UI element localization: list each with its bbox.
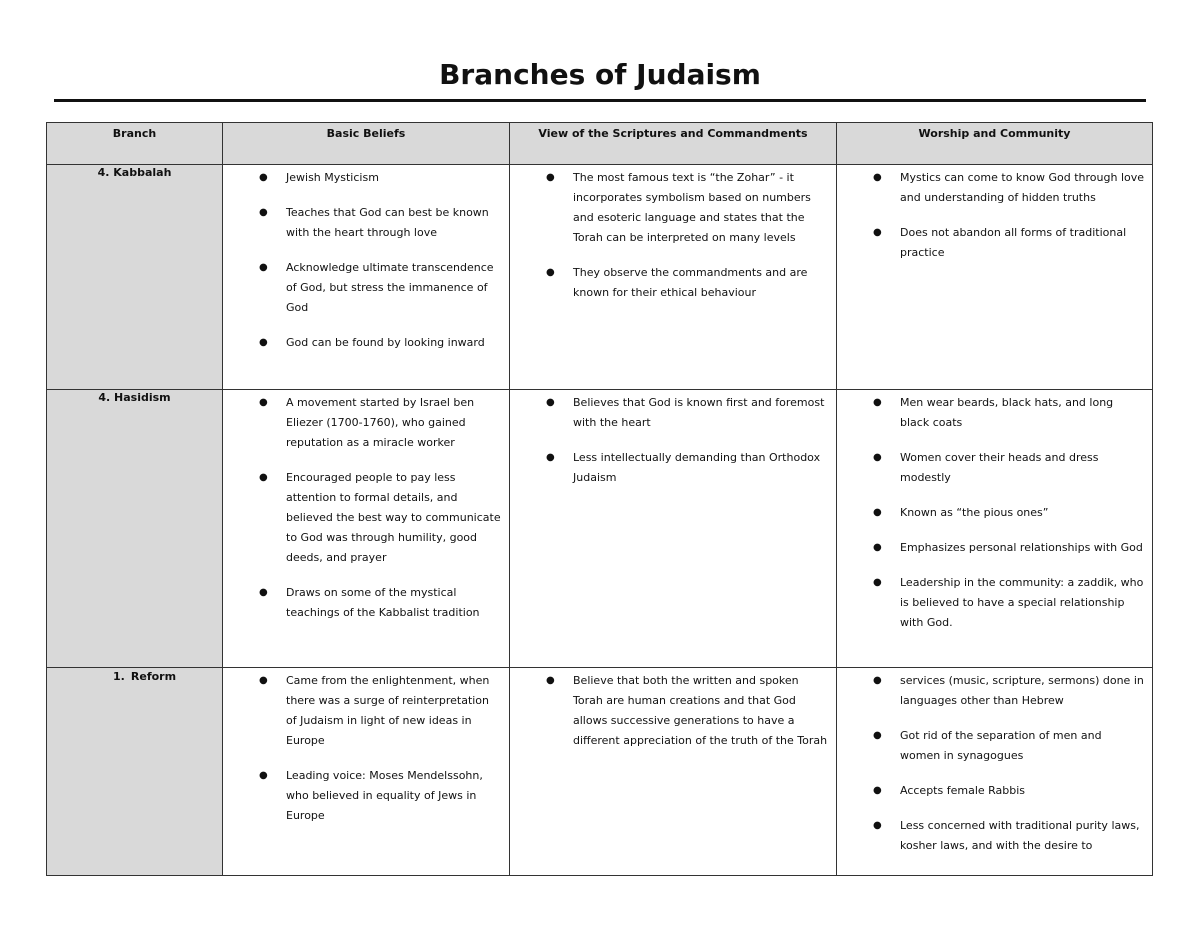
bullet-icon: ●: [546, 172, 555, 183]
scriptures-list: [511, 669, 835, 751]
list-item-text: Leading voice: Moses Mendelssohn, who believed in equality of Jews in Europe: [286, 769, 483, 822]
list-item-text: Got rid of the separation of men and women in synagogues: [900, 729, 1102, 762]
branch-cell: 4. Hasidism: [47, 390, 223, 668]
list-item-text: Draws on some of the mystical teachings of the Kabbalist tradition: [286, 586, 480, 619]
header-scriptures: View of the Scriptures and Commandments: [510, 123, 837, 165]
list-item-text: The most famous text is “the Zohar” - it incorporates symbolism based on numbers and esoteric language and states that the Torah can be interpreted on many levels: [573, 171, 811, 244]
bullet-icon: ●: [546, 267, 555, 278]
worship-list: [838, 391, 1151, 633]
list-item: [511, 393, 829, 433]
list-item-text: services (music, scripture, sermons) done in languages other than Hebrew: [900, 674, 1144, 707]
branch-number: 1.: [112, 670, 125, 683]
list-item: [224, 168, 502, 188]
beliefs-list: [224, 391, 508, 623]
list-item-text: Less intellectually demanding than Orthodox Judaism: [573, 451, 821, 484]
bullet-icon: ●: [873, 730, 882, 741]
bullet-icon: ●: [873, 820, 882, 831]
list-item-text: Jewish Mysticism: [286, 171, 379, 184]
beliefs-cell: [223, 390, 510, 668]
bullet-icon: ●: [873, 507, 882, 518]
list-item: [838, 573, 1145, 633]
scriptures-list: [511, 391, 835, 488]
list-item-text: Men wear beards, black hats, and long black coats: [900, 396, 1114, 429]
list-item: [838, 538, 1145, 558]
header-row: [47, 123, 1153, 165]
list-item-text: Mystics can come to know God through love and understanding of hidden truths: [900, 171, 1145, 204]
bullet-icon: ●: [546, 397, 555, 408]
list-item: [838, 726, 1145, 766]
title-underline: [54, 99, 1146, 102]
list-item: [511, 263, 829, 303]
list-item-text: Accepts female Rabbis: [900, 784, 1026, 797]
bullet-icon: ●: [259, 172, 268, 183]
bullet-icon: ●: [873, 542, 882, 553]
bullet-icon: ●: [259, 207, 268, 218]
list-item-text: Does not abandon all forms of traditional practice: [900, 226, 1127, 259]
bullet-icon: ●: [873, 172, 882, 183]
list-item-text: Teaches that God can best be known with the heart through love: [286, 206, 489, 239]
branches-table: [46, 122, 1153, 876]
bullet-icon: ●: [259, 262, 268, 273]
bullet-icon: ●: [873, 785, 882, 796]
list-item: [838, 816, 1145, 856]
table-row-kabbalah: [47, 165, 1153, 390]
beliefs-list: [224, 166, 508, 353]
list-item: [838, 671, 1145, 711]
bullet-icon: ●: [259, 587, 268, 598]
list-item-text: Women cover their heads and dress modestly: [900, 451, 1099, 484]
scriptures-cell: [510, 165, 837, 390]
bullet-icon: ●: [259, 770, 268, 781]
table-row-reform: [47, 668, 1153, 876]
bullet-icon: ●: [259, 337, 268, 348]
list-item-text: Encouraged people to pay less attention to formal details, and believed the best way to communicate to God was through humility, good deeds, and prayer: [286, 471, 501, 564]
bullet-icon: ●: [873, 577, 882, 588]
list-item-text: They observe the commandments and are known for their ethical behaviour: [573, 266, 808, 299]
bullet-icon: ●: [259, 675, 268, 686]
list-item: [224, 671, 502, 751]
header-worship: Worship and Community: [837, 123, 1153, 165]
bullet-icon: ●: [546, 675, 555, 686]
list-item: [224, 766, 502, 826]
list-item-text: Believes that God is known first and foremost with the heart: [573, 396, 825, 429]
list-item-text: God can be found by looking inward: [286, 336, 485, 349]
list-item-text: Emphasizes personal relationships with God: [900, 541, 1143, 554]
scriptures-cell: [510, 390, 837, 668]
worship-cell: [837, 668, 1153, 876]
list-item-text: Believe that both the written and spoken Torah are human creations and that God allows successive generations to have a different appreciation of the truth of the Torah: [573, 674, 828, 747]
list-item: [224, 583, 502, 623]
list-item: [224, 203, 502, 243]
list-item-text: Acknowledge ultimate transcendence of God, but stress the immanence of God: [286, 261, 494, 314]
list-item: [224, 393, 502, 453]
page-title: Branches of Judaism: [439, 58, 761, 91]
list-item: [838, 448, 1145, 488]
branch-label: [93, 670, 176, 683]
list-item-text: Leadership in the community: a zaddik, who is believed to have a special relationship with God.: [900, 576, 1144, 629]
bullet-icon: ●: [873, 397, 882, 408]
bullet-icon: ●: [873, 452, 882, 463]
bullet-icon: ●: [873, 675, 882, 686]
worship-list: [838, 166, 1151, 263]
header-basic-beliefs: Basic Beliefs: [223, 123, 510, 165]
beliefs-cell: [223, 668, 510, 876]
list-item: [838, 223, 1145, 263]
list-item: [224, 468, 502, 568]
bullet-icon: ●: [259, 397, 268, 408]
bullet-icon: ●: [873, 227, 882, 238]
header-branch: Branch: [47, 123, 223, 165]
list-item-text: Came from the enlightenment, when there was a surge of reinterpretation of Judaism in light of new ideas in Europe: [286, 674, 490, 747]
list-item-text: Less concerned with traditional purity laws, kosher laws, and with the desire to: [900, 819, 1140, 852]
list-item: [838, 503, 1145, 523]
scriptures-list: [511, 166, 835, 303]
branch-name: Reform: [130, 670, 177, 683]
branch-cell: [47, 668, 223, 876]
branch-cell: 4. Kabbalah: [47, 165, 223, 390]
list-item: [838, 168, 1145, 208]
worship-cell: [837, 165, 1153, 390]
list-item: [511, 671, 829, 751]
scriptures-cell: [510, 668, 837, 876]
beliefs-list: [224, 669, 508, 826]
list-item-text: Known as “the pious ones”: [900, 506, 1049, 519]
bullet-icon: ●: [546, 452, 555, 463]
worship-list: [838, 669, 1151, 856]
table-row-hasidism: [47, 390, 1153, 668]
beliefs-cell: [223, 165, 510, 390]
list-item: [838, 781, 1145, 801]
list-item-text: A movement started by Israel ben Eliezer (1700-1760), who gained reputation as a miracle worker: [286, 396, 475, 449]
list-item: [511, 448, 829, 488]
list-item: [511, 168, 829, 248]
list-item: [224, 258, 502, 318]
list-item: [838, 393, 1145, 433]
worship-cell: [837, 390, 1153, 668]
list-item: [224, 333, 502, 353]
bullet-icon: ●: [259, 472, 268, 483]
